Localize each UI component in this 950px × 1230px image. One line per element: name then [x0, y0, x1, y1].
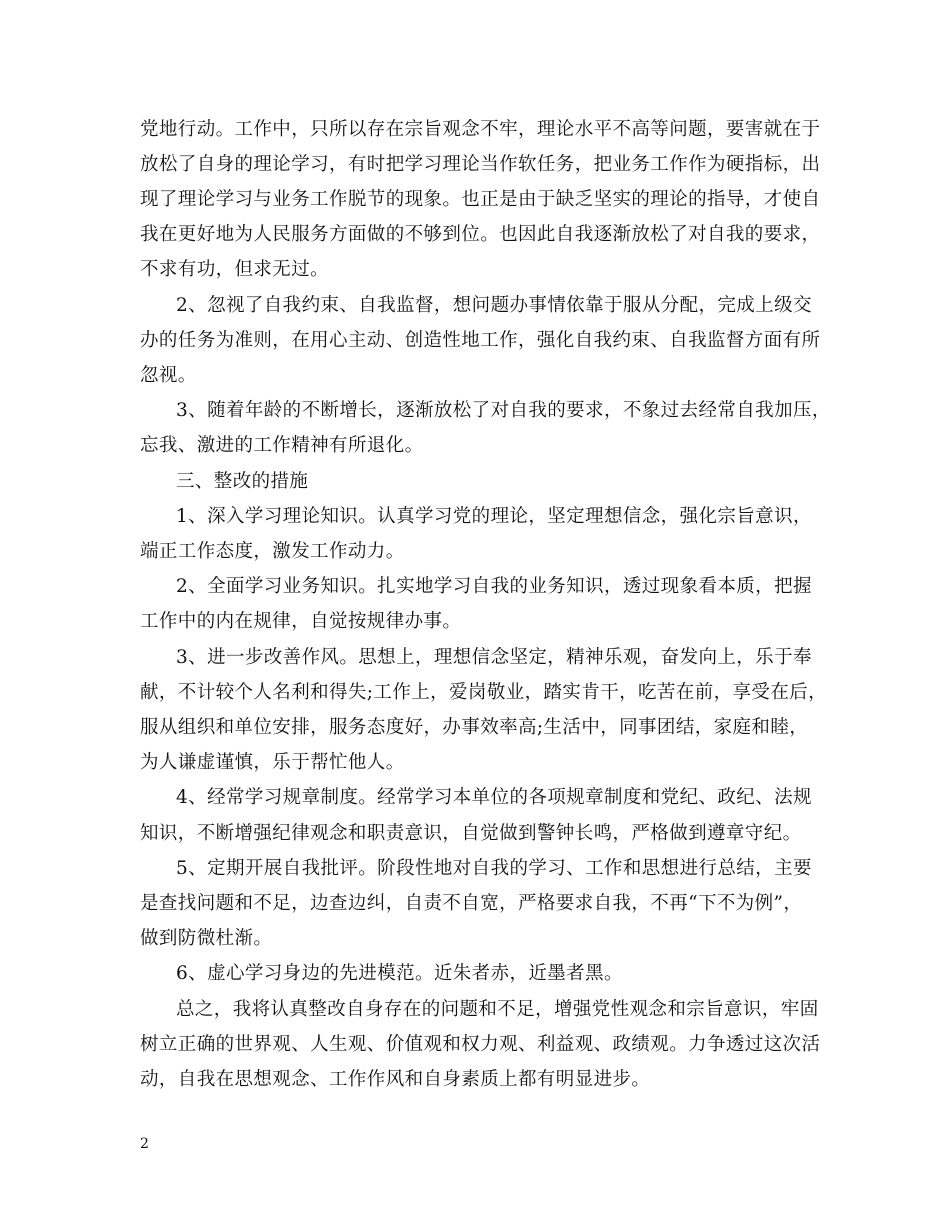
body-line: 4、经常学习规章制度。经常学习本单位的各项规章制度和党纪、政纪、法规	[176, 787, 812, 808]
body-line: 不求有功，但求无过。	[140, 259, 330, 280]
body-line: 总之，我将认真整改自身存在的问题和不足，增强党性观念和宗旨意识，牢固	[176, 999, 819, 1020]
body-line: 党地行动。工作中，只所以存在宗旨观念不牢，理论水平不高等问题，要害就在于	[140, 119, 821, 140]
body-line: 3、进一步改善作风。思想上，理想信念坚定，精神乐观，奋发向上，乐于奉	[176, 647, 812, 668]
body-line: 做到防微杜渐。	[140, 928, 273, 949]
body-line: 2、全面学习业务知识。扎实地学习自我的业务知识，透过现象看本质，把握	[176, 576, 812, 597]
body-line: 办的任务为准则，在用心主动、创造性地工作，强化自我约束、自我监督方面有所	[140, 330, 821, 351]
body-line: 忘我、激进的工作精神有所退化。	[140, 435, 424, 456]
body-line: 2、忽视了自我约束、自我监督，想问题办事情依靠于服从分配，完成上级交	[176, 295, 812, 316]
body-line: 5、定期开展自我批评。阶段性地对自我的学习、工作和思想进行总结，主要	[176, 858, 812, 879]
body-line: 现了理论学习与业务工作脱节的现象。也正是由于缺乏坚实的理论的指导，才使自	[140, 189, 821, 210]
body-line: 是查找问题和不足，边查边纠，自责不自宽，严格要求自我，不再“下不为例”，	[140, 893, 803, 914]
body-line: 知识，不断增强纪律观念和职责意识，自觉做到警钟长鸣，严格做到遵章守纪。	[140, 823, 802, 844]
page-number: 2	[140, 1136, 149, 1152]
body-line: 6、虚心学习身边的先进模范。近朱者赤，近墨者黑。	[176, 963, 623, 984]
body-line: 献，不计较个人名利和得失;工作上，爱岗敬业，踏实肯干，吃苦在前，享受在后，	[140, 682, 828, 703]
body-line: 1、深入学习理论知识。认真学习党的理论，坚定理想信念，强化宗旨意识，	[176, 506, 812, 527]
body-line: 为人谦虚谨慎，乐于帮忙他人。	[140, 752, 405, 773]
section-heading: 三、整改的措施	[176, 471, 309, 492]
body-line: 工作中的内在规律，自觉按规律办事。	[140, 611, 462, 632]
body-line: 端正工作态度，激发工作动力。	[140, 541, 405, 562]
body-line: 动，自我在思想观念、工作作风和自身素质上都有明显进步。	[140, 1069, 651, 1090]
body-line: 忽视。	[140, 365, 197, 386]
body-line: 树立正确的世界观、人生观、价值观和权力观、利益观、政绩观。力争透过这次活	[140, 1034, 821, 1055]
body-line: 3、随着年龄的不断增长，逐渐放松了对自我的要求，不象过去经常自我加压，	[176, 400, 831, 421]
body-line: 放松了自身的理论学习，有时把学习理论当作软任务，把业务工作作为硬指标，出	[140, 154, 821, 175]
body-line: 服从组织和单位安排，服务态度好，办事效率高;生活中，同事团结，家庭和睦，	[140, 717, 809, 738]
body-line: 我在更好地为人民服务方面做的不够到位。也因此自我逐渐放松了对自我的要求，	[140, 224, 821, 245]
